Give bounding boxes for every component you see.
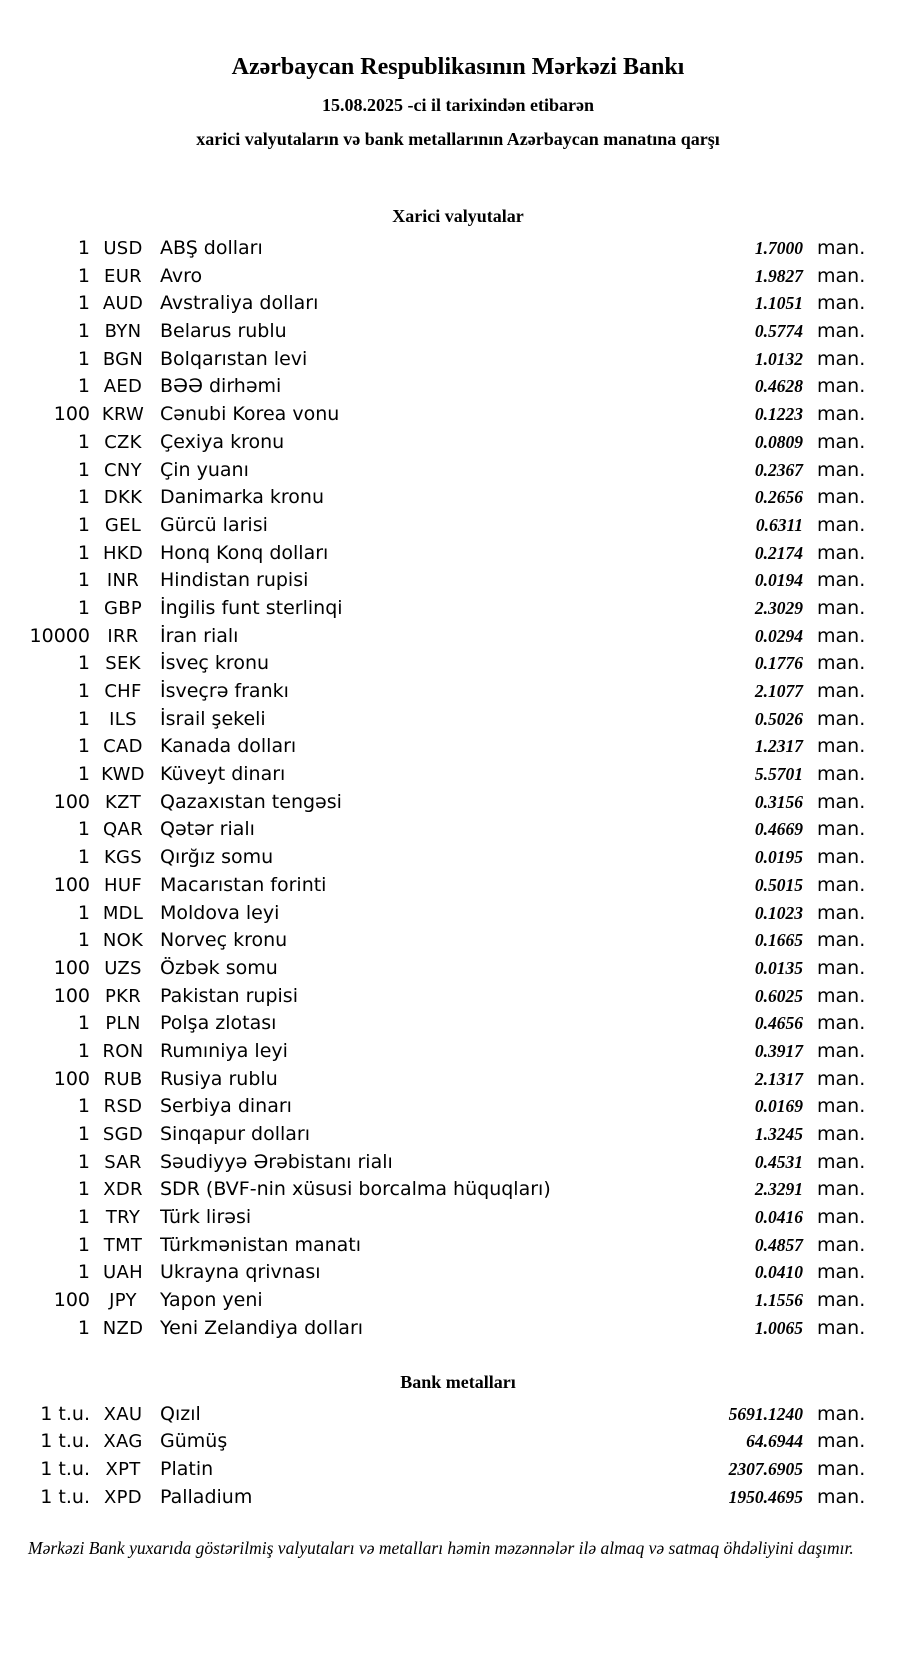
rate-cell: 0.0195 (754, 847, 803, 868)
code-cell: HKD (102, 542, 144, 564)
currency-row (0, 652, 916, 680)
currency-row (0, 985, 916, 1013)
quantity-cell: 1 (77, 1233, 90, 1256)
code-cell: RSD (103, 1096, 143, 1118)
code-cell: EUR (104, 265, 142, 287)
metal-row (0, 1486, 916, 1514)
effective-date: 15.08.2025 -ci il tarixindən etibarən (322, 95, 594, 115)
currency-row (0, 569, 916, 597)
unit-cell: man. (817, 541, 866, 564)
quantity-cell: 1 (77, 1206, 90, 1229)
unit-cell: man. (817, 790, 866, 813)
unit-cell: man. (817, 1123, 866, 1145)
rate-cell: 0.4531 (754, 1151, 803, 1172)
code-cell: TRY (105, 1207, 141, 1229)
currency-row (0, 1289, 916, 1317)
name-cell: İsveçrə frankı (160, 680, 289, 702)
currency-row (0, 597, 916, 625)
rate-cell: 0.4857 (754, 1234, 803, 1255)
metal-list (0, 1403, 916, 1514)
rate-cell: 0.2656 (754, 487, 803, 508)
currency-row (0, 375, 916, 403)
quantity-cell: 1 (77, 375, 90, 398)
code-cell: SAR (104, 1151, 142, 1173)
unit-cell: man. (817, 984, 866, 1007)
quantity-cell: 1 (77, 846, 90, 869)
quantity-cell: 1 (77, 1095, 90, 1118)
rate-cell: 0.3156 (754, 791, 803, 812)
currency-row (0, 735, 916, 763)
name-cell: Türk lirəsi (160, 1206, 252, 1229)
currency-row (0, 957, 916, 985)
currency-row (0, 1178, 916, 1206)
code-cell: QAR (103, 819, 143, 841)
unit-cell: man. (817, 1430, 866, 1453)
currency-row (0, 348, 916, 376)
unit-cell: man. (817, 652, 866, 675)
quantity-cell: 1 (77, 1123, 90, 1145)
unit-cell: man. (817, 430, 866, 453)
rate-cell: 0.4669 (754, 819, 803, 840)
code-cell: KWD (101, 764, 145, 786)
quantity-cell: 100 (53, 984, 90, 1007)
currency-row (0, 708, 916, 736)
name-cell: Səudiyyə Ərəbistanı rialı (160, 1150, 393, 1173)
rate-cell: 0.0194 (754, 570, 803, 591)
name-cell: Çin yuanı (160, 458, 249, 481)
section-title-currencies: Xarici valyutalar (392, 206, 524, 226)
name-cell: Belarus rublu (160, 320, 287, 343)
unit-cell: man. (817, 929, 866, 952)
quantity-cell: 100 (53, 873, 90, 896)
unit-cell: man. (817, 596, 866, 619)
name-cell: Küveyt dinarı (160, 763, 286, 786)
quantity-cell: 1 (77, 569, 90, 592)
rate-cell: 1.7000 (754, 238, 803, 258)
currency-row (0, 320, 916, 348)
code-cell: DKK (103, 487, 143, 509)
currency-list (0, 237, 916, 1345)
unit-cell: man. (817, 763, 866, 786)
code-cell: UAH (103, 1262, 143, 1284)
rate-cell: 0.1665 (754, 930, 803, 951)
rate-cell: 0.6311 (755, 514, 803, 535)
name-cell: İran rialı (160, 624, 239, 647)
code-cell: MDL (102, 902, 144, 924)
code-cell: HUF (104, 874, 142, 896)
unit-cell: man. (817, 264, 866, 287)
unit-cell: man. (817, 375, 866, 398)
name-cell: Honq Konq dolları (160, 541, 329, 564)
name-cell: İsveç kronu (160, 652, 270, 675)
unit-cell: man. (817, 818, 866, 841)
rate-cell: 0.1223 (754, 404, 803, 425)
name-cell: Rumıniya leyi (160, 1039, 288, 1062)
code-cell: GEL (104, 514, 142, 536)
currency-row (0, 292, 916, 320)
code-cell: CHF (104, 681, 142, 702)
quantity-cell: 1 t.u. (40, 1485, 90, 1508)
currency-row (0, 1095, 916, 1123)
quantity-cell: 1 (77, 680, 90, 702)
metal-row (0, 1430, 916, 1458)
quantity-cell: 1 t.u. (40, 1430, 90, 1453)
rate-cell: 0.5774 (754, 321, 803, 342)
code-cell: RON (102, 1040, 144, 1062)
name-cell: Rusiya rublu (160, 1067, 278, 1090)
rate-cell: 1.3245 (754, 1124, 803, 1144)
currency-row (0, 1123, 916, 1151)
unit-cell: man. (817, 1206, 866, 1229)
unit-cell: man. (817, 1457, 866, 1480)
quantity-cell: 1 (77, 707, 90, 730)
code-cell: RUB (103, 1068, 143, 1090)
name-cell: Yapon yeni (160, 1289, 263, 1312)
rate-cell: 0.4656 (754, 1013, 803, 1034)
rate-cell: 0.0809 (754, 431, 803, 452)
code-cell: BYN (104, 321, 142, 343)
unit-cell: man. (817, 1039, 866, 1062)
rate-cell: 0.1776 (754, 653, 803, 674)
name-cell: Bolqarıstan levi (160, 347, 308, 370)
rate-cell: 0.0169 (754, 1096, 803, 1117)
code-cell: IRR (107, 625, 139, 647)
name-cell: İsrail şekeli (160, 707, 266, 730)
name-cell: Kanada dolları (160, 735, 297, 758)
unit-cell: man. (817, 1150, 866, 1173)
unit-cell: man. (817, 1178, 866, 1201)
quantity-cell: 10000 (29, 624, 90, 647)
quantity-cell: 1 (77, 320, 90, 343)
rate-cell: 1.9827 (754, 265, 803, 286)
unit-cell: man. (817, 458, 866, 481)
unit-cell: man. (817, 1012, 866, 1035)
quantity-cell: 1 (77, 458, 90, 481)
currency-row (0, 929, 916, 957)
unit-cell: man. (817, 624, 866, 647)
quantity-cell: 1 (77, 1150, 90, 1173)
name-cell: Özbək somu (160, 956, 278, 979)
unit-cell: man. (817, 237, 866, 259)
code-cell: ILS (109, 708, 137, 730)
quantity-cell: 1 (77, 347, 90, 370)
name-cell: Pakistan rupisi (160, 984, 298, 1007)
unit-cell: man. (817, 956, 866, 979)
name-cell: Polşa zlotası (160, 1012, 277, 1035)
code-cell: AED (103, 376, 143, 398)
quantity-cell: 1 (77, 1316, 90, 1339)
unit-cell: man. (817, 1289, 866, 1312)
unit-cell: man. (817, 292, 866, 315)
unit-cell: man. (817, 320, 866, 343)
unit-cell: man. (817, 1316, 866, 1339)
code-cell: AUD (102, 293, 144, 315)
unit-cell: man. (817, 569, 866, 592)
currency-row (0, 625, 916, 653)
exchange-rates-page (0, 52, 916, 1656)
code-cell: UZS (104, 957, 142, 979)
currency-row (0, 846, 916, 874)
code-cell: BGN (102, 348, 144, 370)
unit-cell: man. (817, 901, 866, 924)
unit-cell: man. (817, 1402, 866, 1425)
quantity-cell: 1 (77, 486, 90, 509)
quantity-cell: 1 (77, 541, 90, 564)
name-cell: Gürcü larisi (160, 513, 268, 536)
rate-cell: 0.0410 (754, 1262, 803, 1283)
disclaimer: Mərkəzi Bank yuxarıda göstərilmiş valyutaları və metalları həmin məzənnələr ilə almaq və satmaq öhdəliyini daşımır. (28, 1538, 854, 1559)
section-title-metals: Bank metalları (400, 1371, 516, 1392)
rate-cell: 2.1077 (754, 681, 803, 701)
code-cell: GBP (103, 597, 143, 619)
currency-row (0, 1068, 916, 1096)
unit-cell: man. (817, 347, 866, 370)
quantity-cell: 100 (53, 790, 90, 813)
code-cell: NZD (102, 1317, 144, 1339)
name-cell: Ukrayna qrivnası (160, 1261, 321, 1284)
quantity-cell: 1 (77, 513, 90, 536)
rate-cell: 1.1556 (754, 1290, 803, 1311)
rate-cell: 2.1317 (754, 1068, 803, 1089)
currency-row (0, 486, 916, 514)
quantity-cell: 1 (77, 596, 90, 619)
rate-cell: 1.1051 (754, 293, 803, 314)
page-subtitle: xarici valyutaların və bank metallarının Azərbaycan manatına qarşı (196, 129, 720, 149)
currency-row (0, 874, 916, 902)
currency-row (0, 763, 916, 791)
code-cell: CNY (104, 459, 142, 481)
currency-row (0, 265, 916, 293)
name-cell: İngilis funt sterlinqi (160, 596, 343, 619)
currency-row (0, 1317, 916, 1345)
unit-cell: man. (817, 486, 866, 509)
currency-row (0, 1012, 916, 1040)
quantity-cell: 1 (77, 763, 90, 786)
name-cell: Norveç kronu (160, 929, 288, 952)
unit-cell: man. (817, 873, 866, 896)
unit-cell: man. (817, 680, 866, 702)
rate-cell: 0.5026 (754, 708, 803, 729)
rate-cell: 2.3291 (754, 1179, 803, 1200)
rate-cell: 0.6025 (754, 985, 803, 1006)
rate-cell: 0.5015 (754, 874, 803, 895)
unit-cell: man. (817, 1233, 866, 1256)
rate-cell: 0.1023 (754, 902, 803, 923)
name-cell: Palladium (160, 1485, 253, 1508)
rate-cell: 0.0135 (754, 957, 803, 978)
code-cell: XAG (103, 1431, 143, 1453)
unit-cell: man. (817, 1095, 866, 1118)
quantity-cell: 100 (53, 1067, 90, 1090)
code-cell: NOK (102, 930, 144, 952)
currency-row (0, 514, 916, 542)
quantity-cell: 1 (77, 1178, 90, 1201)
quantity-cell: 1 (77, 1012, 90, 1035)
name-cell: Sinqapur dolları (160, 1123, 311, 1145)
unit-cell: man. (817, 846, 866, 869)
name-cell: Moldova leyi (160, 901, 280, 924)
name-cell: Hindistan rupisi (160, 569, 309, 592)
code-cell: JPY (109, 1290, 137, 1312)
quantity-cell: 100 (53, 1289, 90, 1312)
code-cell: KRW (101, 404, 145, 426)
code-cell: SEK (105, 653, 141, 675)
currency-row (0, 542, 916, 570)
code-cell: XDR (103, 1179, 143, 1201)
quantity-cell: 1 (77, 237, 90, 259)
name-cell: SDR (BVF-nin xüsusi borcalma hüquqları) (160, 1178, 551, 1201)
quantity-cell: 1 (77, 1039, 90, 1062)
quantity-cell: 100 (53, 956, 90, 979)
currency-row (0, 1040, 916, 1068)
rate-cell: 5.5701 (754, 764, 803, 785)
name-cell: Türkmənistan manatı (160, 1233, 362, 1256)
code-cell: KZT (104, 791, 142, 813)
currency-row (0, 1261, 916, 1289)
name-cell: Çexiya kronu (160, 430, 285, 453)
code-cell: SGD (102, 1124, 144, 1145)
quantity-cell: 1 (77, 735, 90, 758)
rate-cell: 0.0416 (754, 1207, 803, 1228)
rate-cell: 1.0065 (754, 1317, 803, 1338)
quantity-cell: 1 (77, 1261, 90, 1284)
code-cell: TMT (103, 1234, 143, 1256)
name-cell: Qətər rialı (160, 818, 255, 841)
name-cell: Cənubi Korea vonu (160, 403, 340, 426)
quantity-cell: 1 (77, 292, 90, 315)
rate-cell: 0.2367 (754, 459, 803, 480)
name-cell: Qırğız somu (160, 846, 274, 869)
rate-cell: 1.0132 (754, 348, 803, 369)
rate-cell: 5691.1240 (728, 1403, 803, 1424)
code-cell: CZK (104, 431, 142, 453)
rate-cell: 0.2174 (754, 542, 803, 563)
currency-row (0, 818, 916, 846)
name-cell: Qazaxıstan tengəsi (160, 790, 342, 813)
name-cell: Macarıstan forinti (160, 873, 327, 896)
name-cell: Serbiya dinarı (160, 1095, 292, 1118)
quantity-cell: 100 (53, 403, 90, 426)
currency-row (0, 680, 916, 708)
currency-row (0, 1234, 916, 1262)
rate-cell: 1950.4695 (728, 1486, 803, 1507)
quantity-cell: 1 (77, 264, 90, 287)
currency-row (0, 237, 916, 265)
name-cell: ABŞ dolları (160, 237, 263, 259)
code-cell: PLN (105, 1013, 141, 1035)
rate-cell: 0.0294 (754, 625, 803, 646)
unit-cell: man. (817, 735, 866, 758)
code-cell: XPT (105, 1458, 141, 1480)
currency-row (0, 791, 916, 819)
unit-cell: man. (817, 513, 866, 536)
name-cell: Qızıl (160, 1402, 201, 1425)
rate-cell: 0.3917 (754, 1040, 803, 1061)
rate-cell: 0.4628 (754, 376, 803, 397)
currency-row (0, 1206, 916, 1234)
quantity-cell: 1 (77, 929, 90, 952)
quantity-cell: 1 (77, 652, 90, 675)
metal-row (0, 1403, 916, 1431)
code-cell: CAD (103, 736, 143, 758)
unit-cell: man. (817, 1485, 866, 1508)
unit-cell: man. (817, 1261, 866, 1284)
currency-row (0, 902, 916, 930)
code-cell: INR (106, 570, 140, 592)
quantity-cell: 1 (77, 818, 90, 841)
rate-cell: 64.6944 (746, 1431, 803, 1452)
quantity-cell: 1 t.u. (40, 1457, 90, 1480)
quantity-cell: 1 (77, 430, 90, 453)
name-cell: BƏƏ dirhəmi (160, 375, 282, 398)
name-cell: Platin (160, 1457, 214, 1480)
quantity-cell: 1 t.u. (40, 1402, 90, 1425)
rate-cell: 1.2317 (754, 736, 803, 757)
name-cell: Yeni Zelandiya dolları (160, 1316, 364, 1339)
currency-row (0, 1151, 916, 1179)
unit-cell: man. (817, 707, 866, 730)
currency-row (0, 431, 916, 459)
code-cell: XAU (103, 1403, 143, 1425)
code-cell: PKR (104, 985, 142, 1007)
currency-row (0, 403, 916, 431)
quantity-cell: 1 (77, 901, 90, 924)
rate-cell: 2307.6905 (728, 1458, 803, 1479)
name-cell: Avro (160, 264, 203, 287)
unit-cell: man. (817, 1067, 866, 1090)
code-cell: USD (103, 238, 143, 259)
unit-cell: man. (817, 403, 866, 426)
rate-cell: 2.3029 (754, 597, 803, 618)
name-cell: Avstraliya dolları (160, 292, 319, 315)
page-title: Azərbaycan Respublikasının Mərkəzi Bankı (231, 54, 685, 80)
code-cell: XPD (104, 1486, 142, 1508)
currency-row (0, 459, 916, 487)
code-cell: KGS (103, 847, 143, 869)
metal-row (0, 1458, 916, 1486)
name-cell: Danimarka kronu (160, 486, 325, 509)
name-cell: Gümüş (160, 1430, 228, 1453)
